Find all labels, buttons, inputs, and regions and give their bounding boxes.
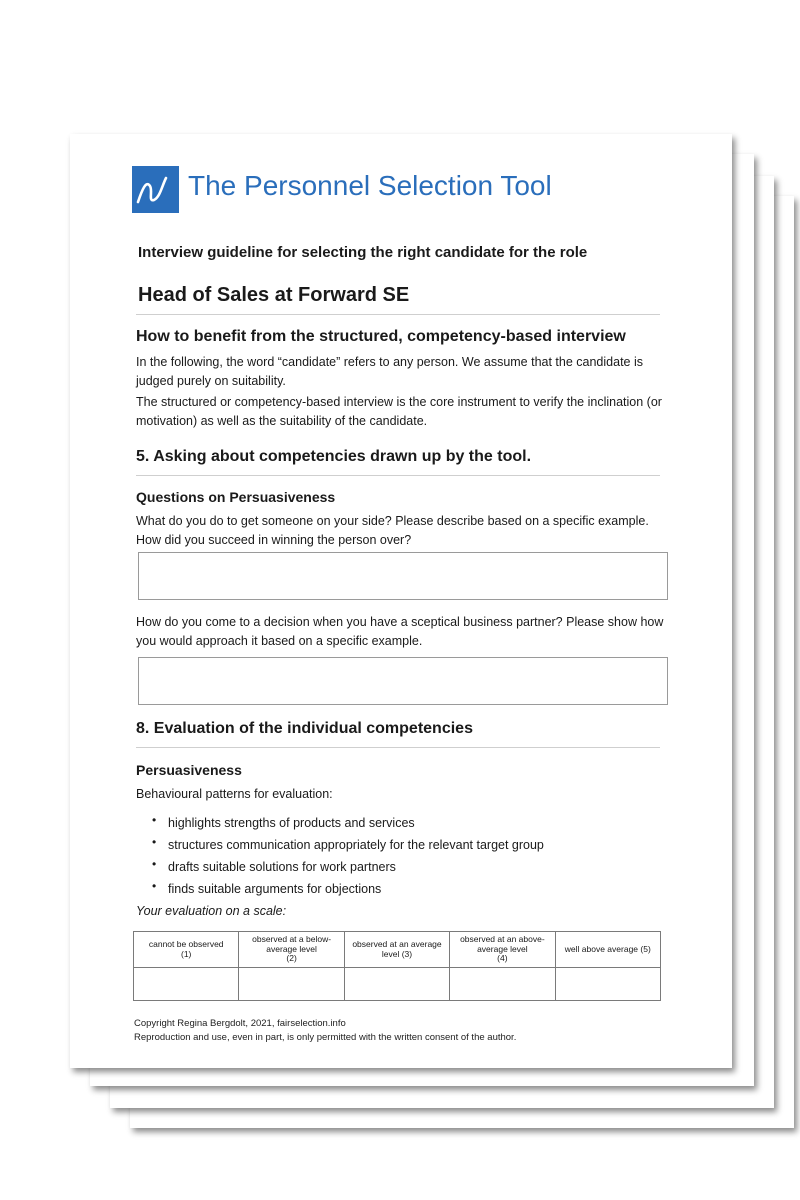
role-title: Head of Sales at Forward SE bbox=[138, 284, 410, 306]
app-title: The Personnel Selection Tool bbox=[188, 170, 552, 201]
scale-header-5: well above average (5) bbox=[555, 932, 660, 968]
list-item: • finds suitable arguments for objections bbox=[152, 879, 382, 896]
behaviour-list bbox=[136, 814, 656, 902]
benefit-heading: How to benefit from the structured, competency-based interview bbox=[136, 328, 626, 345]
bullet-icon: • bbox=[152, 813, 157, 827]
scale-header-2: observed at a below-average level (2) bbox=[239, 932, 344, 968]
scale-header-1: cannot be observed (1) bbox=[134, 932, 239, 968]
reproduction-notice: Reproduction and use, even in part, is only permitted with the written consent of the author. bbox=[134, 1032, 517, 1043]
guideline-title: Interview guideline for selecting the right candidate for the role bbox=[138, 244, 588, 261]
section-8-heading: 8. Evaluation of the individual competencies bbox=[136, 720, 473, 737]
bullet-icon: • bbox=[152, 857, 157, 871]
question-1: What do you do to get someone on your side? Please describe based on a specific example. How did you succeed in winning the person over? bbox=[136, 514, 649, 547]
evaluation-scale-table bbox=[133, 931, 661, 1001]
scale-cell-3[interactable] bbox=[344, 968, 449, 1001]
question-2: How do you come to a decision when you have a sceptical business partner? Please show how you would approach it based on a specific example. bbox=[136, 615, 664, 648]
scale-cell-5[interactable] bbox=[555, 968, 660, 1001]
questions-subheading: Questions on Persuasiveness bbox=[136, 489, 336, 505]
list-item: • structures communication appropriately for the relevant target group bbox=[152, 835, 544, 852]
answer-field-2[interactable] bbox=[138, 657, 668, 705]
list-item: • highlights strengths of products and services bbox=[152, 813, 415, 830]
evaluation-intro: Behavioural patterns for evaluation: bbox=[136, 787, 333, 801]
divider bbox=[136, 475, 660, 476]
competency-name: Persuasiveness bbox=[136, 762, 242, 778]
divider bbox=[136, 314, 660, 315]
scale-header-3: observed at an average level (3) bbox=[344, 932, 449, 968]
section-5-heading: 5. Asking about competencies drawn up by the tool. bbox=[136, 448, 532, 465]
signature-wave-icon bbox=[132, 166, 179, 213]
answer-field-1[interactable] bbox=[138, 552, 668, 600]
benefit-paragraph-2: The structured or competency-based interview is the core instrument to verify the inclination (or motivation) as well as the suitability of the candidate. bbox=[136, 395, 662, 428]
copyright-text: Copyright Regina Bergdolt, 2021, fairselection.info bbox=[134, 1018, 346, 1029]
bullet-icon: • bbox=[152, 879, 157, 893]
scale-cell-4[interactable] bbox=[450, 968, 555, 1001]
divider bbox=[136, 747, 660, 748]
document-page bbox=[70, 134, 732, 1068]
scale-cell-1[interactable] bbox=[134, 968, 239, 1001]
scale-header-4: observed at an above-average level (4) bbox=[450, 932, 555, 968]
bullet-icon: • bbox=[152, 835, 157, 849]
scale-cell-2[interactable] bbox=[239, 968, 344, 1001]
benefit-paragraph-1: In the following, the word “candidate” refers to any person. We assume that the candidate is judged purely on suitability. bbox=[136, 355, 643, 388]
scale-label: Your evaluation on a scale: bbox=[136, 904, 287, 918]
list-item: • drafts suitable solutions for work partners bbox=[152, 857, 396, 874]
